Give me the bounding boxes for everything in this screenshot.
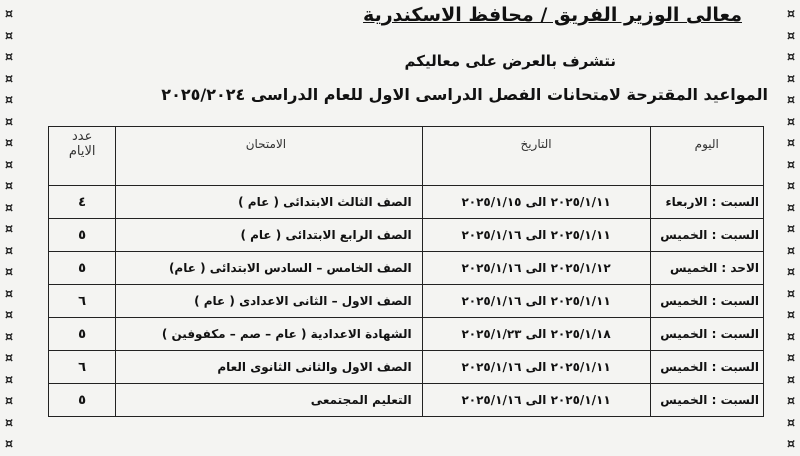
row-day: السبت : الخميس: [650, 285, 763, 318]
document-page: [26, 0, 774, 450]
table-row: [49, 318, 764, 351]
row-date: ٢٠٢٥/١/١٢ الى ٢٠٢٥/١/١٦: [422, 252, 650, 285]
border-ornament: ¤: [786, 415, 796, 431]
row-count: ٦: [49, 351, 116, 384]
row-exam: الصف الاول والثانى الثانوى العام: [116, 351, 422, 384]
border-ornament: ¤: [786, 437, 796, 452]
border-ornament: ¤: [786, 222, 796, 237]
table-row: [49, 252, 764, 285]
left-decorative-border: [0, 0, 18, 450]
right-decorative-border: [782, 0, 800, 450]
border-ornament: ¤: [4, 351, 14, 366]
table-row: [49, 186, 764, 219]
border-ornament: ¤: [786, 71, 796, 87]
border-ornament: ¤: [786, 50, 796, 65]
border-ornament: ¤: [4, 136, 14, 151]
row-count: ٥: [49, 318, 116, 351]
row-date: ٢٠٢٥/١/١١ الى ٢٠٢٥/١/١٦: [422, 351, 650, 384]
header-count-line2: الايام: [68, 144, 96, 159]
row-count: ٥: [49, 219, 116, 252]
border-ornament: ¤: [4, 265, 14, 280]
row-exam: الشهادة الاعدادية ( عام – صم – مكفوفين ): [116, 318, 422, 351]
row-date: ٢٠٢٥/١/١١ الى ٢٠٢٥/١/١٦: [422, 219, 650, 252]
table-row: [49, 384, 764, 417]
border-ornament: ¤: [786, 286, 796, 302]
row-exam: الصف الثالث الابتدائى ( عام ): [116, 186, 422, 219]
subject-line: المواعيد المقترحة لامتحانات الفصل الدراسى الاول للعام الدراسى ٢٠٢٥/٢٠٢٤: [161, 85, 768, 104]
header-day-count: [49, 127, 116, 186]
border-ornament: ¤: [4, 222, 14, 237]
border-ornament: ¤: [4, 394, 14, 409]
row-count: ٥: [49, 384, 116, 417]
border-ornament: ¤: [4, 437, 14, 452]
row-count: ٦: [49, 285, 116, 318]
border-ornament: ¤: [786, 243, 796, 259]
border-ornament: ¤: [786, 114, 796, 130]
border-ornament: ¤: [4, 372, 14, 388]
row-day: السبت : الاربعاء: [650, 186, 763, 219]
exam-schedule-table: [48, 126, 764, 417]
row-day: السبت : الخميس: [650, 384, 763, 417]
border-ornament: ¤: [4, 7, 14, 22]
header-exam: الامتحان: [116, 127, 422, 186]
row-date: ٢٠٢٥/١/١٨ الى ٢٠٢٥/١/٢٣: [422, 318, 650, 351]
border-ornament: ¤: [786, 179, 796, 194]
border-ornament: ¤: [786, 7, 796, 22]
border-ornament: ¤: [4, 93, 14, 108]
border-ornament: ¤: [786, 157, 796, 173]
border-ornament: ¤: [4, 243, 14, 259]
row-date: ٢٠٢٥/١/١١ الى ٢٠٢٥/١/١٥: [422, 186, 650, 219]
border-ornament: ¤: [4, 200, 14, 216]
border-ornament: ¤: [4, 179, 14, 194]
border-ornament: ¤: [786, 200, 796, 216]
row-exam: التعليم المجتمعى: [116, 384, 422, 417]
border-ornament: ¤: [4, 114, 14, 130]
row-count: ٥: [49, 252, 116, 285]
border-ornament: ¤: [4, 329, 14, 345]
row-count: ٤: [49, 186, 116, 219]
table-row: [49, 285, 764, 318]
border-ornament: ¤: [4, 71, 14, 87]
border-ornament: ¤: [786, 308, 796, 323]
row-date: ٢٠٢٥/١/١١ الى ٢٠٢٥/١/١٦: [422, 285, 650, 318]
border-ornament: ¤: [786, 329, 796, 345]
border-ornament: ¤: [786, 28, 796, 44]
border-ornament: ¤: [4, 157, 14, 173]
addressee-title: معالى الوزير الفريق / محافظ الاسكندرية: [363, 4, 742, 26]
row-day: السبت : الخميس: [650, 219, 763, 252]
table-row: [49, 219, 764, 252]
table-row: [49, 351, 764, 384]
greeting-line: نتشرف بالعرض على معاليكم: [404, 52, 616, 70]
row-exam: الصف الخامس – السادس الابتدائى ( عام): [116, 252, 422, 285]
row-day: السبت : الخميس: [650, 318, 763, 351]
table-header-row: [49, 127, 764, 186]
border-ornament: ¤: [4, 50, 14, 65]
row-exam: الصف الاول – الثانى الاعدادى ( عام ): [116, 285, 422, 318]
header-date: التاريخ: [422, 127, 650, 186]
border-ornament: ¤: [4, 28, 14, 44]
border-ornament: ¤: [4, 415, 14, 431]
row-exam: الصف الرابع الابتدائى ( عام ): [116, 219, 422, 252]
row-day: السبت : الخميس: [650, 351, 763, 384]
border-ornament: ¤: [786, 265, 796, 280]
row-date: ٢٠٢٥/١/١١ الى ٢٠٢٥/١/١٦: [422, 384, 650, 417]
border-ornament: ¤: [786, 372, 796, 388]
row-day: الاحد : الخميس: [650, 252, 763, 285]
border-ornament: ¤: [786, 93, 796, 108]
header-count-line1: عدد: [71, 129, 93, 144]
border-ornament: ¤: [4, 286, 14, 302]
border-ornament: ¤: [786, 136, 796, 151]
border-ornament: ¤: [786, 394, 796, 409]
border-ornament: ¤: [786, 351, 796, 366]
header-day: اليوم: [650, 127, 763, 186]
border-ornament: ¤: [4, 308, 14, 323]
